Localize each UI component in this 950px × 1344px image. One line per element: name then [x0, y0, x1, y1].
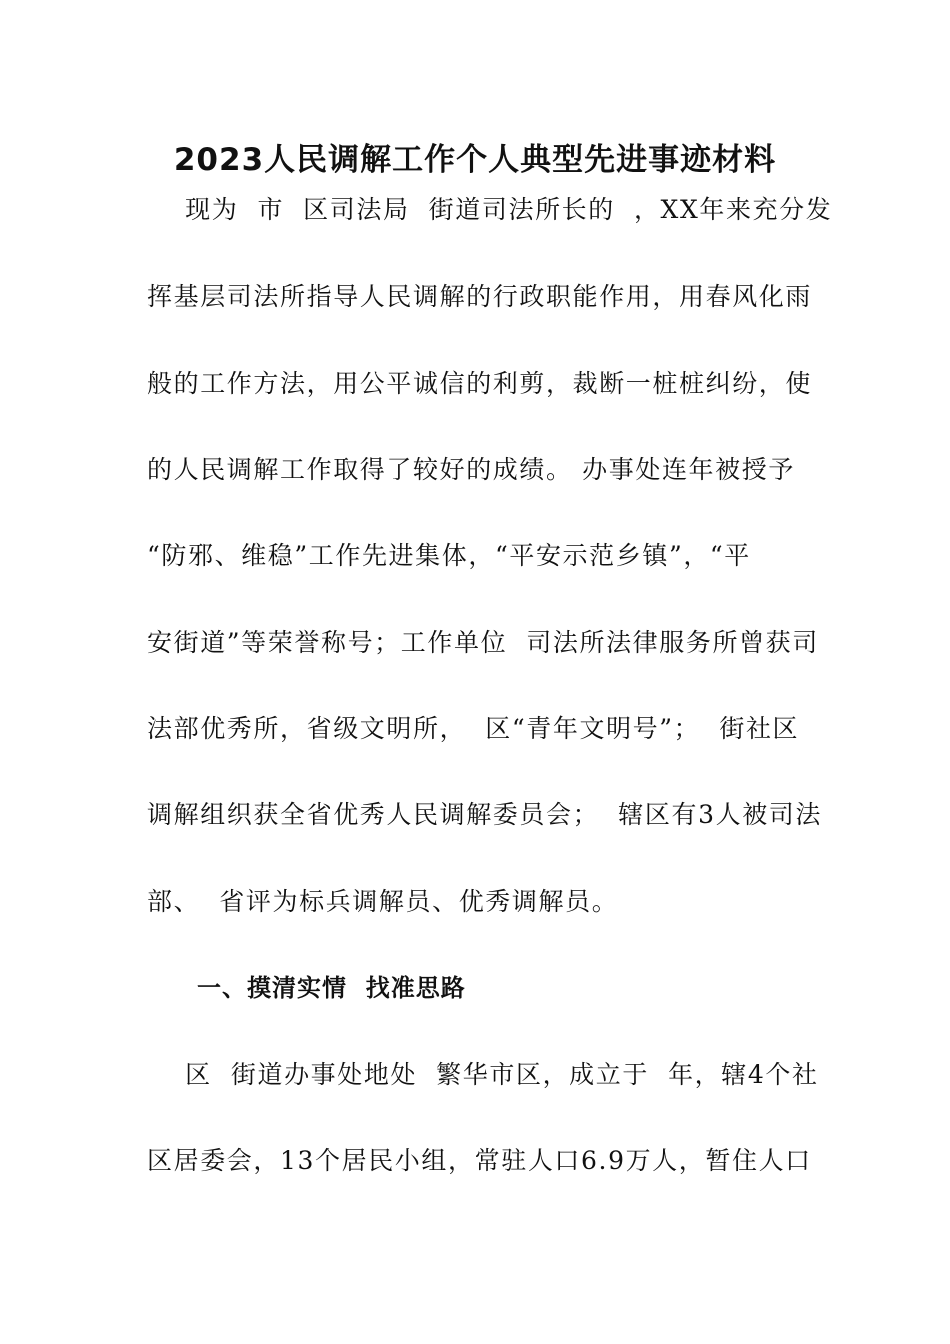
paragraph-line: 挥基层司法所指导人民调解的行政职能作用，用春风化雨: [147, 282, 813, 311]
paragraph-line: 现为 市 区司法局 街道司法所长的 ，XX年来充分发: [147, 195, 833, 224]
paragraph-line: 的人民调解工作取得了较好的成绩。 办事处连年被授予: [147, 455, 795, 484]
paragraph-line: 区居委会，13个居民小组，常驻人口6.9万人，暂住人口: [147, 1146, 812, 1175]
paragraph-line: 部、 省评为标兵调解员、优秀调解员。: [147, 887, 619, 916]
paragraph-line: 法部优秀所，省级文明所， 区“青年文明号”； 街社区: [147, 714, 800, 743]
document-title: 2023人民调解工作个人典型先进事迹材料: [173, 142, 777, 178]
section-heading: 一、摸清实情 找准思路: [197, 974, 466, 1002]
paragraph-line: 般的工作方法，用公平诚信的利剪，裁断一桩桩纠纷，使: [147, 369, 813, 398]
paragraph-line: 调解组织获全省优秀人民调解委员会； 辖区有3人被司法: [147, 800, 823, 829]
paragraph-line: 安街道”等荣誉称号；工作单位 司法所法律服务所曾获司: [147, 628, 819, 657]
paragraph-line: “防邪、维稳”工作先进集体，“平安示范乡镇”，“平: [147, 541, 751, 570]
paragraph-line: 区 街道办事处地处 繁华市区，成立于 年，辖4个社: [147, 1060, 819, 1089]
